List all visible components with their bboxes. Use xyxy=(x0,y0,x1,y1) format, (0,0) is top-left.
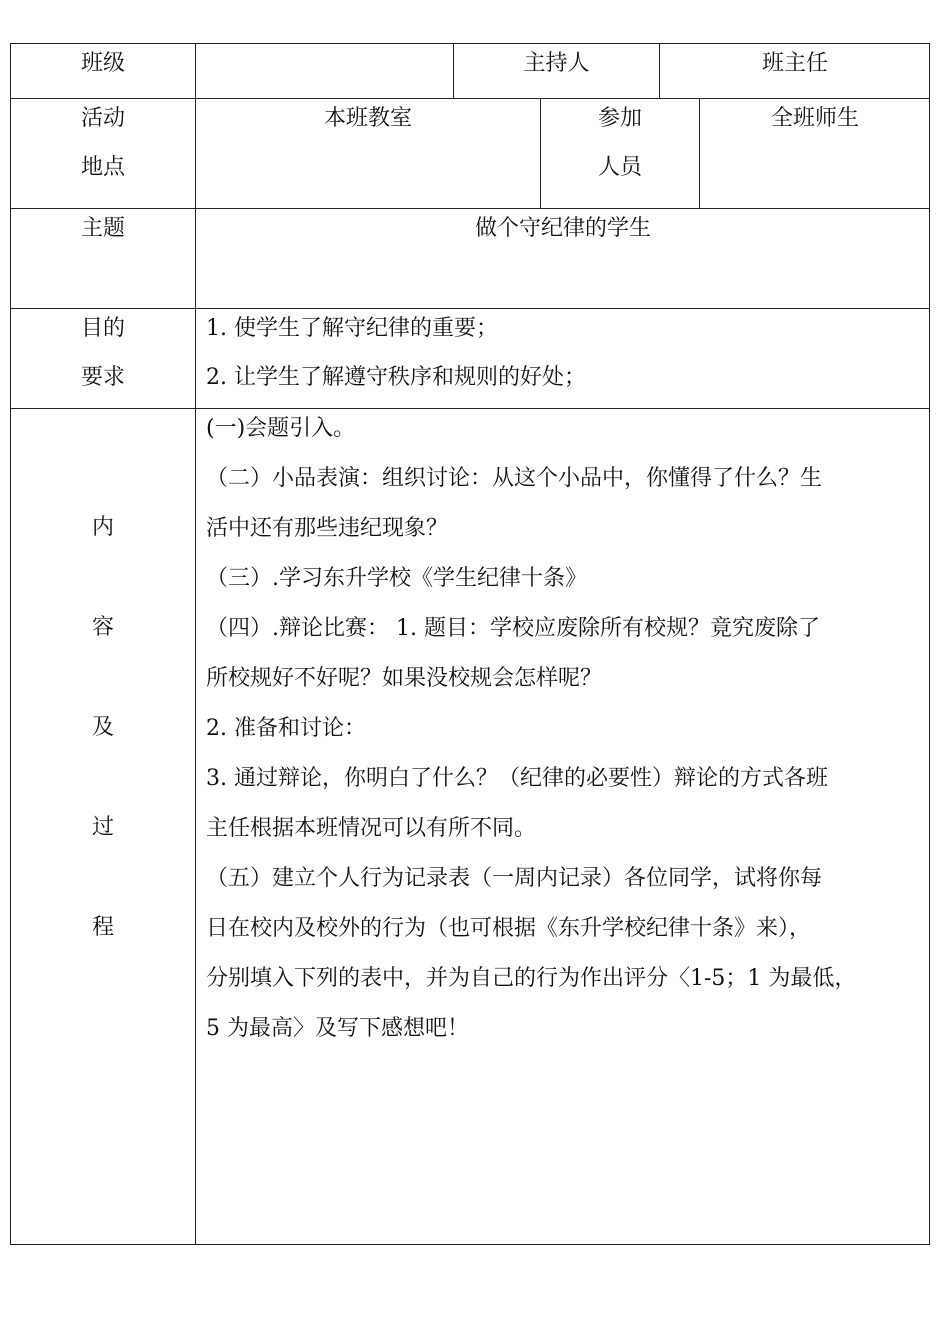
goal-label-line-1: 目的 xyxy=(80,316,125,341)
location-value-cell xyxy=(195,98,540,208)
content-label-cell xyxy=(10,408,195,1245)
content-line: （三）.学习东升学校《学生纪律十条》 xyxy=(206,566,587,591)
theme-value-cell xyxy=(195,208,930,308)
content-line: 活中还有那些违纪现象？ xyxy=(206,516,449,541)
participants-label-line-1: 参加 xyxy=(597,106,642,131)
host-value-cell xyxy=(659,43,930,98)
content-line: 日在校内及校外的行为（也可根据《东升学校纪律十条》来）， xyxy=(206,916,812,941)
location-label-cell xyxy=(10,98,195,208)
content-line: （五）建立个人行为记录表（一周内记录）各位同学，试将你每 xyxy=(206,866,823,891)
participants-label-line-2: 人员 xyxy=(597,155,642,180)
content-line: (一)会题引入。 xyxy=(206,416,356,441)
class-value-cell xyxy=(195,43,453,98)
content-label-char-1: 内 xyxy=(91,515,114,540)
content-line: 分别填入下列的表中，并为自己的行为作出评分〈1-5；1 为最低， xyxy=(206,966,857,991)
location-label-line-2: 地点 xyxy=(80,155,125,180)
theme-label: 主题 xyxy=(80,216,125,241)
content-label-char-5: 程 xyxy=(91,915,114,940)
location-value: 本班教室 xyxy=(323,106,412,131)
goal-value-cell xyxy=(195,308,930,408)
class-label-cell xyxy=(10,43,195,98)
content-label-char-3: 及 xyxy=(91,715,114,740)
host-value: 班主任 xyxy=(761,51,828,76)
theme-value: 做个守纪律的学生 xyxy=(474,216,651,241)
content-line: 2. 准备和讨论： xyxy=(206,716,366,741)
goal-item-1: 1. 使学生了解守纪律的重要； xyxy=(206,316,498,341)
content-line: 主任根据本班情况可以有所不同。 xyxy=(206,816,537,841)
host-label-cell xyxy=(453,43,659,98)
goal-item-2: 2. 让学生了解遵守秩序和规则的好处； xyxy=(206,365,586,390)
goal-label-cell xyxy=(10,308,195,408)
participants-value-cell xyxy=(699,98,930,208)
content-line: 3. 通过辩论，你明白了什么？（纪律的必要性）辩论的方式各班 xyxy=(206,766,828,791)
goal-label-line-2: 要求 xyxy=(80,365,125,390)
content-line: （二）小品表演：组织讨论：从这个小品中，你懂得了什么？生 xyxy=(206,466,823,491)
location-label-line-1: 活动 xyxy=(80,106,125,131)
class-label: 班级 xyxy=(80,51,125,76)
activity-plan-table xyxy=(10,43,930,1245)
content-label-char-2: 容 xyxy=(91,615,114,640)
host-label: 主持人 xyxy=(523,51,590,76)
content-label-char-4: 过 xyxy=(91,815,114,840)
content-line: 5 为最高〉及写下感想吧！ xyxy=(206,1016,469,1041)
content-line: （四）.辩论比赛： 1. 题目：学校应废除所有校规？竟究废除了 xyxy=(206,616,820,641)
participants-value: 全班师生 xyxy=(770,106,859,131)
content-line: 所校规好不好呢？如果没校规会怎样呢？ xyxy=(206,666,603,691)
participants-label-cell xyxy=(540,98,699,208)
theme-label-cell xyxy=(10,208,195,308)
content-value-cell xyxy=(195,408,930,1245)
